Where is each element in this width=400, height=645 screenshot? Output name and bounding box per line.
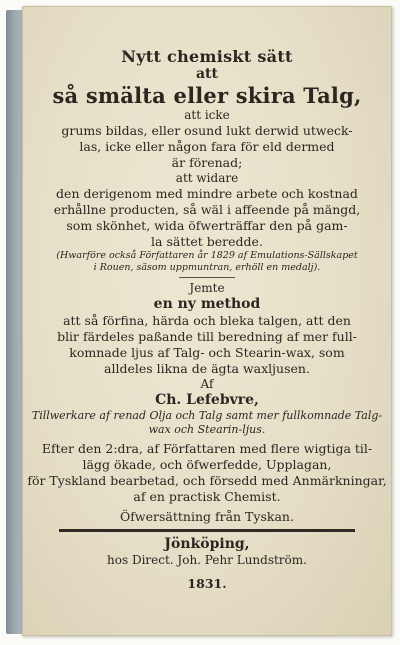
edition-line-3: för Tyskland bearbetad, och försedd med Anmärkningar, — [27, 473, 387, 488]
method-line-1: att så förfina, härda och bleka talgen, att den — [63, 313, 351, 328]
edition-line-1: Efter den 2:dra, af Författaren med flere wigtiga til- — [41, 441, 373, 456]
edition-line-4: af en practisk Chemist. — [133, 489, 281, 504]
heading-line-2: att — [195, 66, 218, 82]
edition-line-2: lägg ökade, och öfwerfedde, Upplagan, — [82, 457, 332, 472]
note-line-1: (Hwarföre också Författaren år 1829 af Emulations-Sällskapet — [56, 250, 358, 261]
method-line-4: alldeles likna de ägta waxljusen. — [104, 361, 310, 376]
imprint-printer: hos Direct. Joh. Pehr Lundström. — [107, 553, 307, 567]
method-line-3: komnade ljus af Talg- och Stearin-wax, som — [69, 345, 345, 360]
title-page — [22, 6, 392, 636]
imprint-year: 1831. — [187, 576, 227, 591]
intro-line-9: la sättet beredde. — [151, 234, 263, 249]
method-line-2: blir färdeles paßande till beredning af mer full- — [57, 329, 357, 344]
translation-note: Öfwersättning från Tyskan. — [120, 509, 294, 524]
imprint-rule-thick — [59, 529, 355, 532]
author-desc-line-1: Tillwerkare af renad Olja och Talg samt mer fullkomnade Talg- — [31, 409, 383, 422]
separator-rule — [179, 277, 235, 278]
heading-line-3: så smälta eller skira Talg, — [52, 83, 362, 108]
imprint-place: Jönköping, — [164, 536, 250, 552]
intro-line-4: är förenad; — [171, 155, 243, 170]
author-desc-line-2: wax och Stearin-ljus. — [148, 423, 266, 436]
intro-line-5: att widare — [175, 171, 239, 185]
author-name: Ch. Lefebvre, — [155, 392, 259, 408]
note-line-2: i Rouen, säsom uppmuntran, erhöll en medalj). — [93, 262, 321, 273]
intro-line-3: las, icke eller någon fara för eld dermed — [79, 139, 335, 154]
method-heading: en ny method — [153, 296, 261, 312]
intro-line-6: den derigenom med mindre arbete och kostnad — [56, 186, 358, 201]
jemte-text: Jemte — [189, 281, 225, 295]
title-page-content — [23, 47, 391, 592]
intro-line-2: grums bildas, eller osund lukt derwid utweck- — [61, 123, 353, 138]
af-text: Af — [200, 377, 214, 391]
heading-line-1: Nytt chemiskt sätt — [121, 47, 293, 66]
intro-line-1: att icke — [184, 108, 230, 122]
intro-line-7: erhållne producten, så wäl i affeende på mängd, — [53, 202, 361, 217]
intro-line-8: som skönhet, wida öfwerträffar den på gam- — [66, 218, 348, 233]
